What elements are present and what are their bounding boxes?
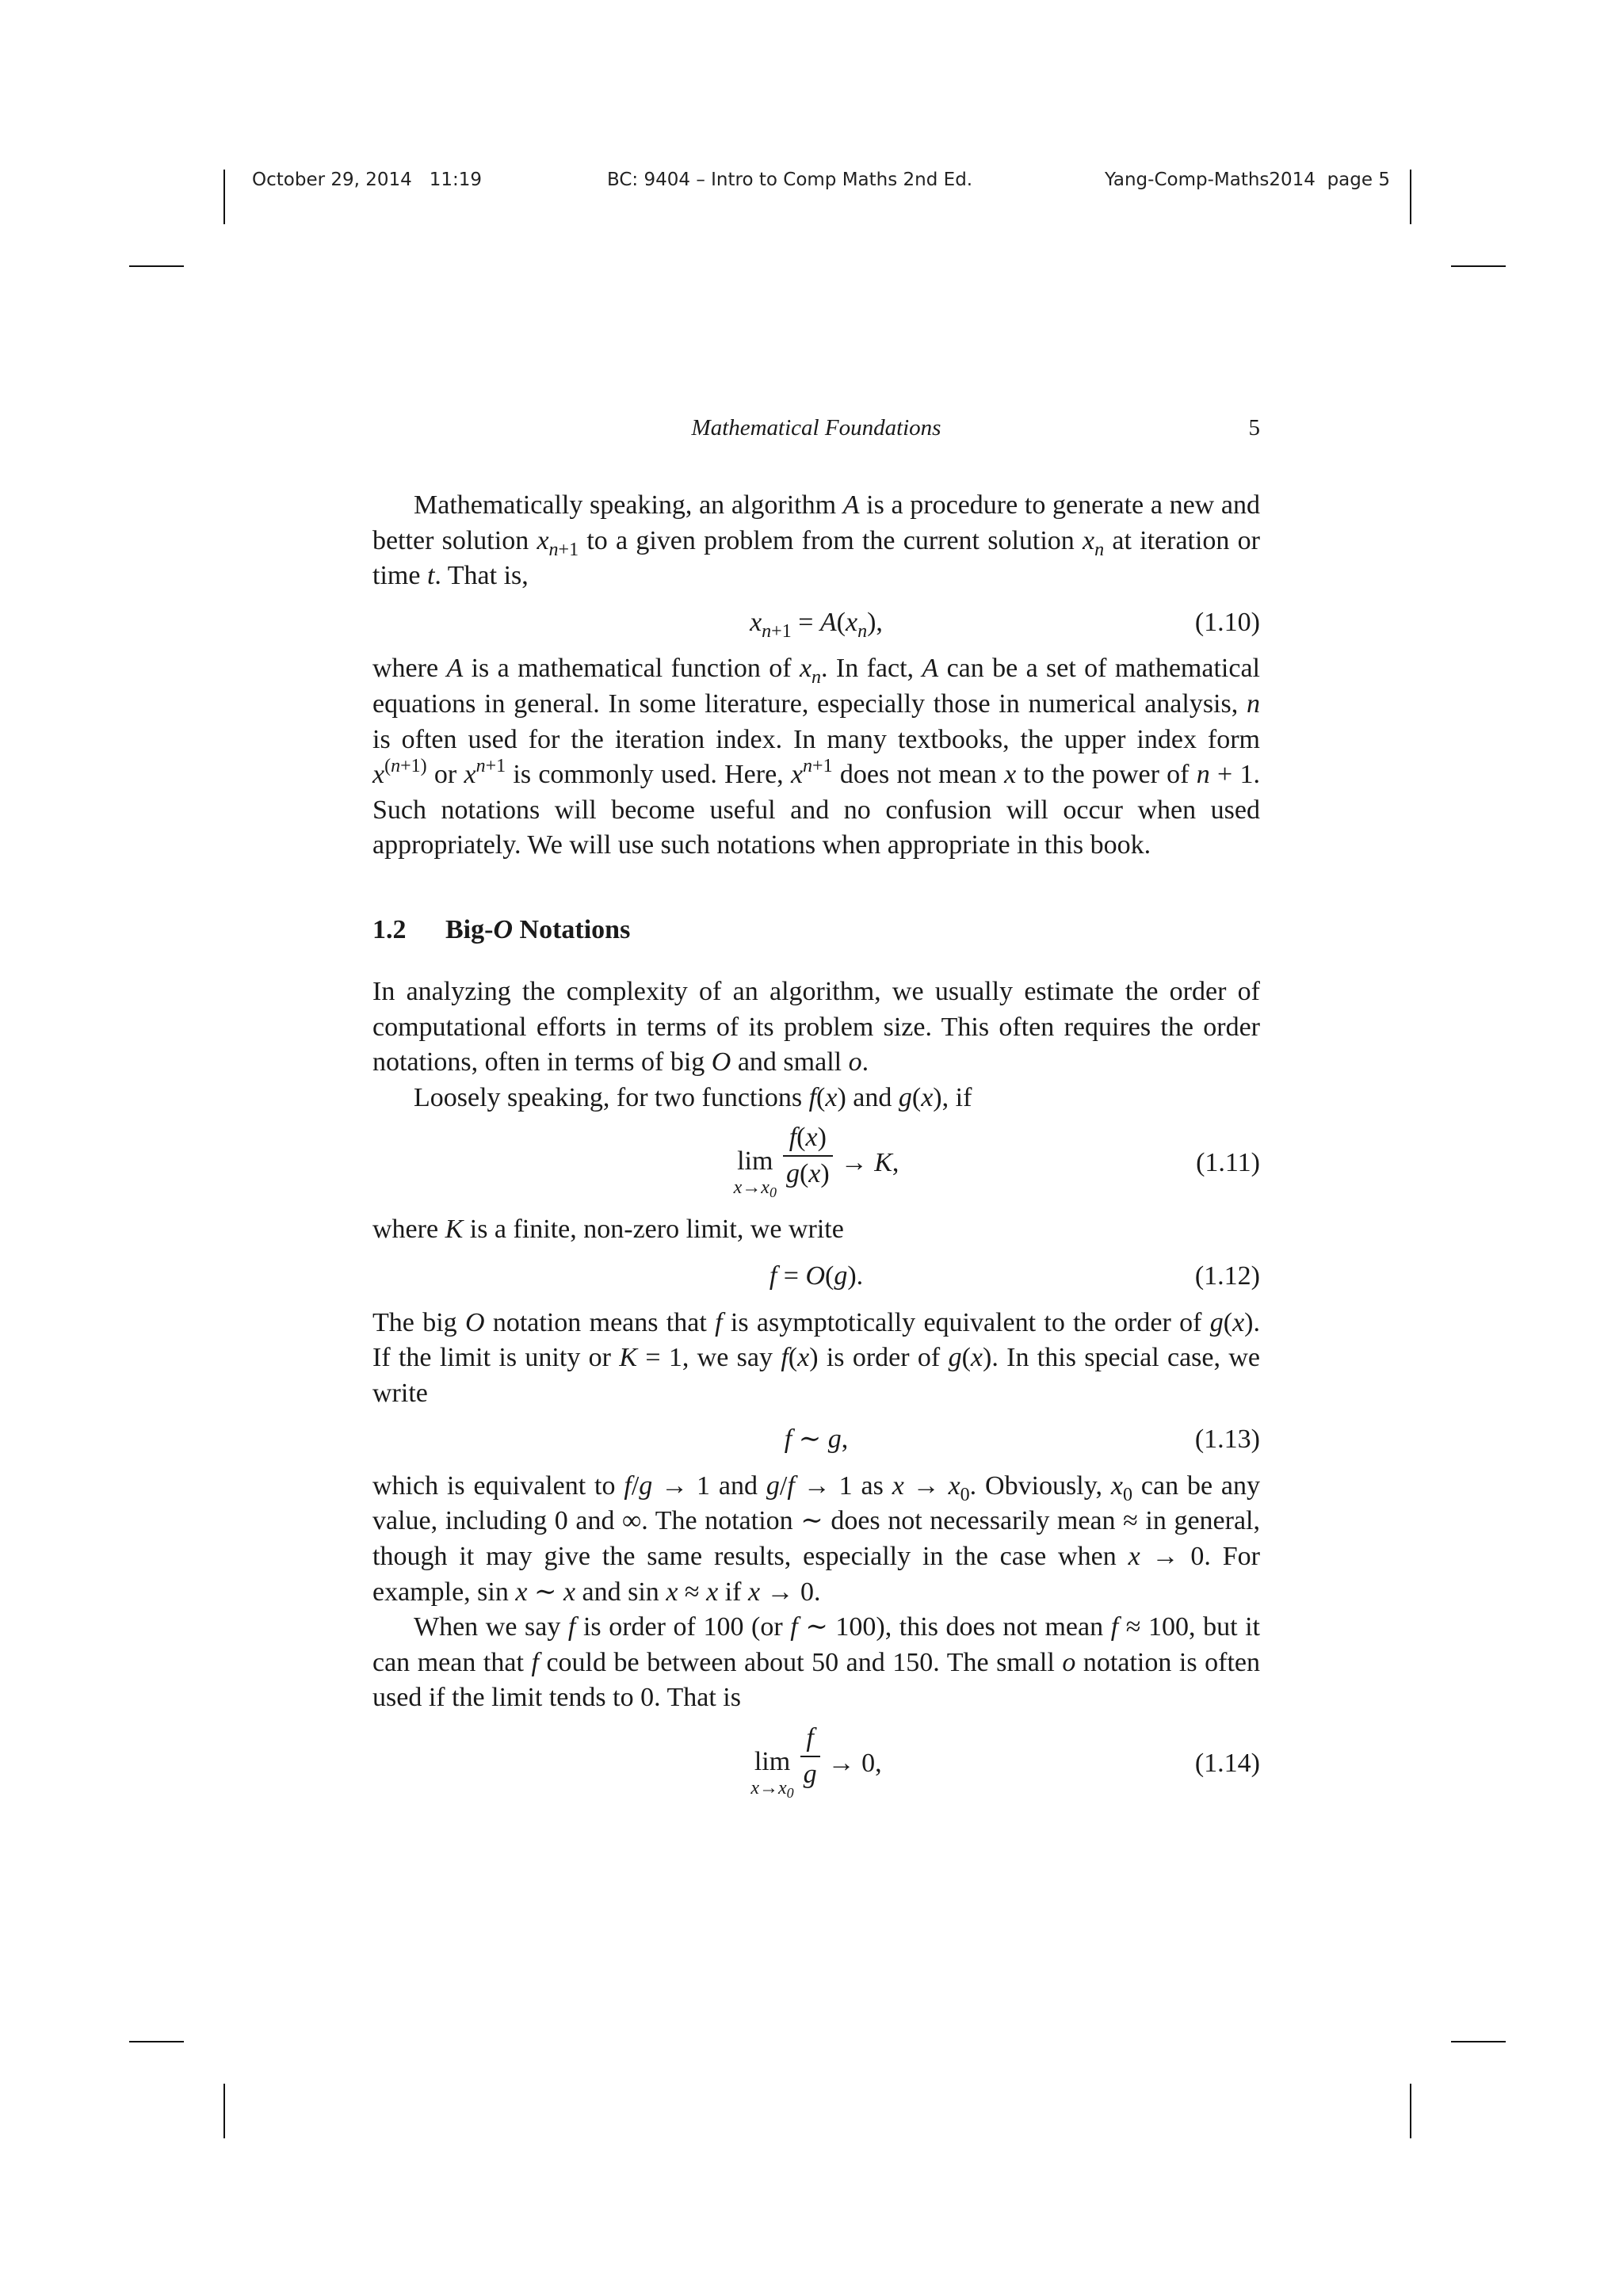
equation-1-12: f = O(g). (1.12)	[372, 1259, 1260, 1295]
paragraph-notation: where A is a mathematical function of $x_n$. In fact, A can be a set of mathematical equations in general. In some literature, especially those in numerical analysis, n is often used for the iteration index. In many textbooks, the upper index form $x^{(n+1)}$ or $x^{n+1}$ is commonly used. Here, $x^{n+1}$ does not mean x to the power of n + 1. Such notations will become useful and no confusion will occur when used appropriately. We will use such notations when appropriate in this book.	[372, 654, 1260, 860]
equation-number: (1.14)	[1194, 1749, 1260, 1779]
section-title-prefix: Big-	[445, 914, 494, 944]
equation-number: (1.11)	[1196, 1148, 1260, 1178]
paragraph-order-100: When we say f is order of 100 (or f ∼ 100), this does not mean f ≈ 100, but it can mean that f could be between about 50 and 150. The small o notation is often used if the limit tends to 0. That is	[372, 1612, 1260, 1713]
paragraph-equivalent: which is equivalent to f/g → 1 and g/f → 1 as $x \to x_0$. Obviously, $x_0$ can be any value, including 0 and ∞. The notation ∼ does not necessarily mean ≈ in general, though it may give the same results, especially in the case when x → 0. For example, sin x ∼ x and sin x ≈ x if x → 0.	[372, 1470, 1261, 1607]
section-number: 1.2	[372, 914, 407, 944]
paragraph-algorithm: Mathematically speaking, an algorithm A is a procedure to generate a new and better solution $x_{n+1}$ to a given problem from the current solution $x_n$ at iteration or time t. That is,	[372, 490, 1260, 591]
proof-header-datetime	[252, 170, 482, 190]
equation-1-13: f ∼ g, (1.13)	[372, 1422, 1260, 1458]
equation-number: (1.12)	[1194, 1261, 1260, 1291]
equation-1-11: lim $x\to x_0$ $\frac{f(x)}{g(x)}$ → K, (1.11)	[372, 1120, 1260, 1207]
section-title-symbol: O	[493, 914, 514, 944]
running-head	[372, 415, 1260, 450]
section-heading	[372, 913, 1260, 948]
page-body	[372, 488, 1260, 1813]
equation-1-14: lim $x\to x_0$ $\frac{f}{g}$ → 0, (1.14)	[372, 1721, 1260, 1808]
paragraph-big-o-meaning: The big O notation means that f is asymptotically equivalent to the order of g(x). If the limit is unity or K = 1, we say f(x) is order of g(x). In this special case, we write	[372, 1307, 1260, 1408]
chapter-title: Mathematical Foundations	[691, 415, 941, 441]
paragraph-finite-limit: where K is a finite, non-zero limit, we write	[372, 1215, 844, 1245]
section-title-suffix: Notations	[513, 914, 631, 944]
paragraph-loosely: Loosely speaking, for two functions f(x) and g(x), if	[414, 1082, 972, 1112]
proof-time: 11:19	[429, 170, 483, 190]
equation-number: (1.10)	[1194, 607, 1260, 637]
equation-1-10: $x_{n+1} = A(x_n)$, (1.10)	[372, 605, 1260, 641]
proof-header-book: BC: 9404 – Intro to Comp Maths 2nd Ed.	[607, 170, 973, 190]
proof-header-file	[1105, 170, 1390, 190]
proof-date: October 29, 2014	[252, 170, 412, 190]
paragraph-complexity: In analyzing the complexity of an algorithm, we usually estimate the order of computational efforts in terms of its problem size. This often requires the order notations, often in terms of big O and small o.	[372, 976, 1260, 1077]
equation-number: (1.13)	[1194, 1425, 1260, 1455]
proof-file: Yang-Comp-Maths2014	[1105, 170, 1316, 190]
page-number: 5	[1248, 415, 1260, 441]
proof-page-label: page 5	[1327, 170, 1390, 190]
